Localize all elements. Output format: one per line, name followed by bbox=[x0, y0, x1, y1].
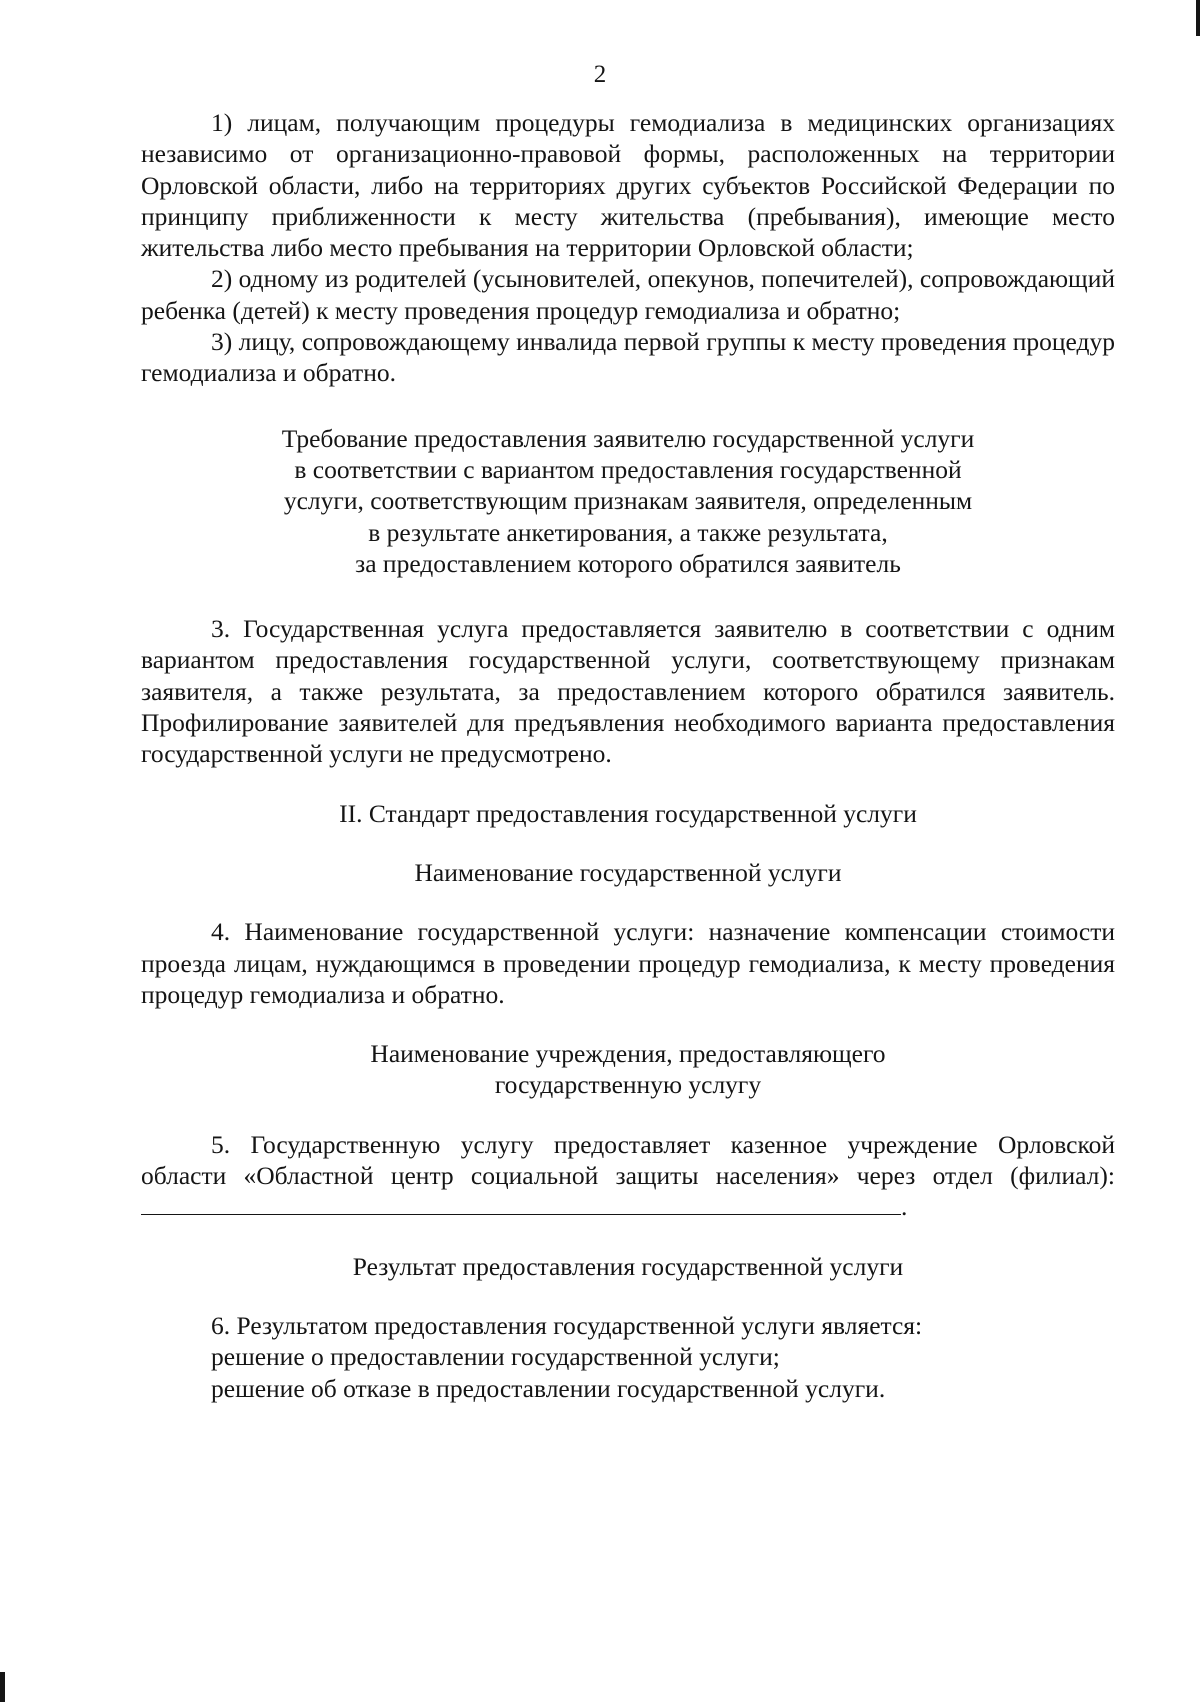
result-option-grant: решение о предоставлении государственной услуги; bbox=[211, 1342, 780, 1372]
heading-line: в соответствии с вариантом предоставления государственной bbox=[294, 454, 962, 484]
spacer bbox=[141, 829, 1115, 857]
section-heading-institution bbox=[141, 1038, 1115, 1101]
spacer bbox=[141, 389, 1115, 423]
spacer bbox=[141, 888, 1115, 916]
paragraph-5-text: 5. Государственную услугу предоставляет казенное учреждение Орловской области «Областной центр социальной защиты населения» через отдел (филиал): bbox=[141, 1129, 1115, 1191]
page-number: 2 bbox=[593, 61, 607, 88]
paragraph-5 bbox=[141, 1129, 1115, 1223]
section-heading-requirement bbox=[141, 423, 1115, 579]
heading-line: услуги, соответствующим признакам заявителя, определенным bbox=[283, 486, 973, 516]
spacer bbox=[141, 579, 1115, 613]
scan-edge-mark bbox=[1196, 0, 1200, 36]
spacer bbox=[141, 770, 1115, 798]
heading-line: в результате анкетирования, а также результата, bbox=[368, 517, 888, 547]
paragraph-4: 4. Наименование государственной услуги: назначение компенсации стоимости проезда лицам, нуждающимся в проведении процедур гемодиализа, к месту проведения процедур гемодиализа и обратно. bbox=[141, 917, 1115, 1009]
list-item-1: 1) лицам, получающим процедуры гемодиализа в медицинских организациях независимо от организационно-правовой формы, расположенных на территории Орловской области, либо на территориях других субъектов Российской Федерации по принципу приближенности к месту жительства (пребывания), имеющие место жительства либо место пребывания на территории Орловской области; bbox=[141, 108, 1115, 263]
branch-blank-line bbox=[141, 1192, 901, 1215]
paragraph-6: 6. Результатом предоставления государственной услуги является: bbox=[211, 1310, 923, 1340]
section-title-standard: II. Стандарт предоставления государственной услуги bbox=[339, 798, 917, 828]
result-option-refusal: решение об отказе в предоставлении государственной услуги. bbox=[211, 1373, 886, 1403]
section-title-result: Результат предоставления государственной услуги bbox=[352, 1251, 904, 1281]
heading-line: Наименование учреждения, предоставляющего bbox=[370, 1039, 886, 1069]
spacer bbox=[141, 1223, 1115, 1251]
scan-edge-mark bbox=[0, 1672, 5, 1702]
section-subtitle-service-name: Наименование государственной услуги bbox=[414, 857, 842, 887]
spacer bbox=[141, 1282, 1115, 1310]
heading-line: государственную услугу bbox=[494, 1070, 762, 1100]
paragraph-5-end: . bbox=[901, 1192, 908, 1222]
heading-line: Требование предоставления заявителю государственной услуги bbox=[281, 423, 975, 453]
spacer bbox=[141, 1101, 1115, 1129]
document-body bbox=[141, 107, 1115, 1404]
list-item-3: 3) лицу, сопровождающему инвалида первой группы к месту проведения процедур гемодиализа и обратно. bbox=[141, 327, 1115, 388]
spacer bbox=[141, 1010, 1115, 1038]
paragraph-3: 3. Государственная услуга предоставляется заявителю в соответствии с одним вариантом предоставления государственной услуги, соответствующему признакам заявителя, а также результата, за предоставлением которого обратился заявитель. Профилирование заявителей для предъявления необходимого варианта предоставления государственной услуги не предусмотрено. bbox=[141, 614, 1115, 769]
list-item-2: 2) одному из родителей (усыновителей, опекунов, попечителей), сопровождающий ребенка (детей) к месту проведения процедур гемодиализа и обратно; bbox=[141, 264, 1115, 325]
heading-line: за предоставлением которого обратился заявитель bbox=[355, 548, 901, 578]
